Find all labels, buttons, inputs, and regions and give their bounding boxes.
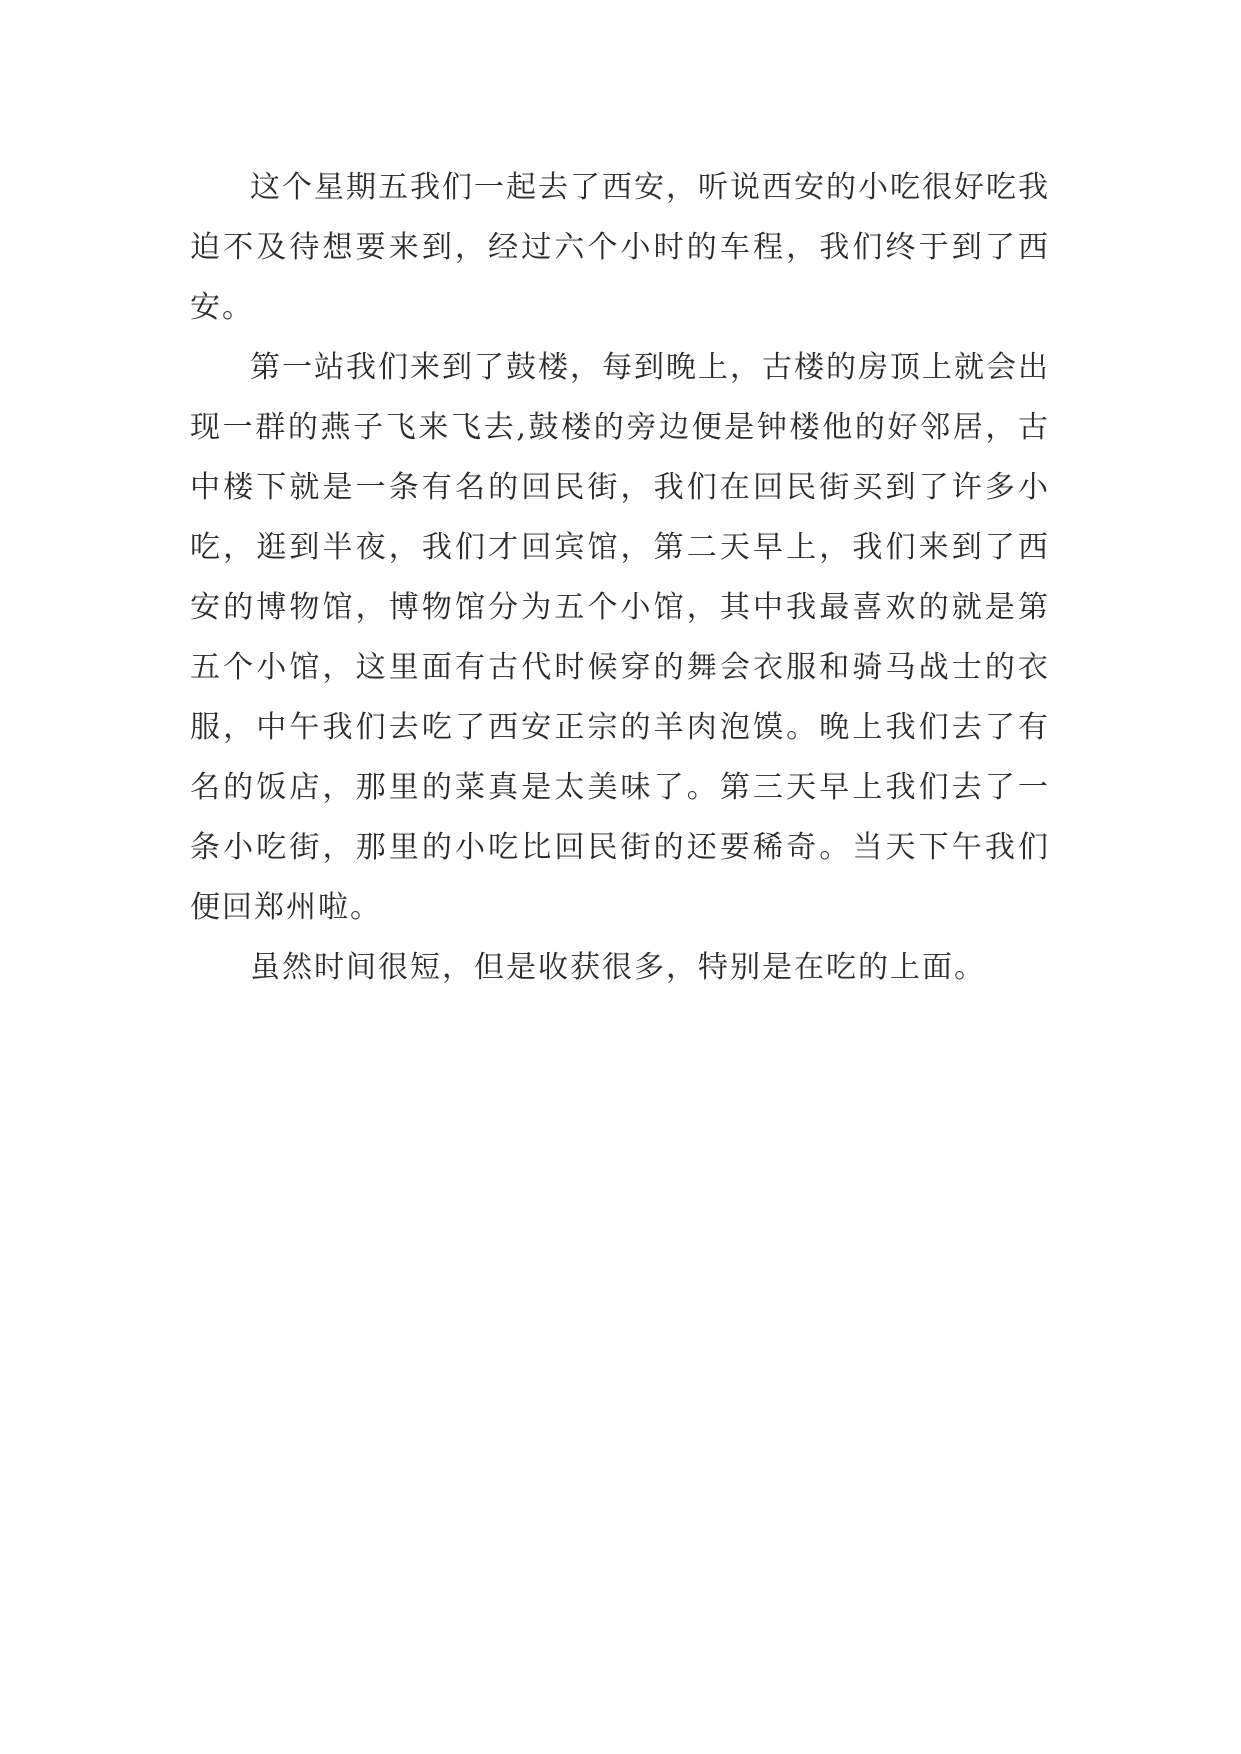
document-body <box>190 158 1050 998</box>
paragraph-3: 虽然时间很短，但是收获很多，特别是在吃的上面。 <box>250 950 986 985</box>
paragraph-1: 这个星期五我们一起去了西安，听说西安的小吃很好吃我迫不及待想要来到，经过六个小时的车程，我们终于到了西安。 <box>190 170 1050 325</box>
paragraph-2: 第一站我们来到了鼓楼，每到晚上，古楼的房顶上就会出现一群的燕子飞来飞去,鼓楼的旁边便是钟楼他的好邻居，古中楼下就是一条有名的回民街，我们在回民街买到了许多小吃，逛到半夜，我们才回宾馆，第二天早上，我们来到了西安的博物馆，博物馆分为五个小馆，其中我最喜欢的就是第五个小馆，这里面有古代时候穿的舞会衣服和骑马战士的衣服，中午我们去吃了西安正宗的羊肉泡馍。晚上我们去了有名的饭店，那里的菜真是太美味了。第三天早上我们去了一条小吃街，那里的小吃比回民街的还要稀奇。当天下午我们便回郑州啦。 <box>190 350 1050 925</box>
